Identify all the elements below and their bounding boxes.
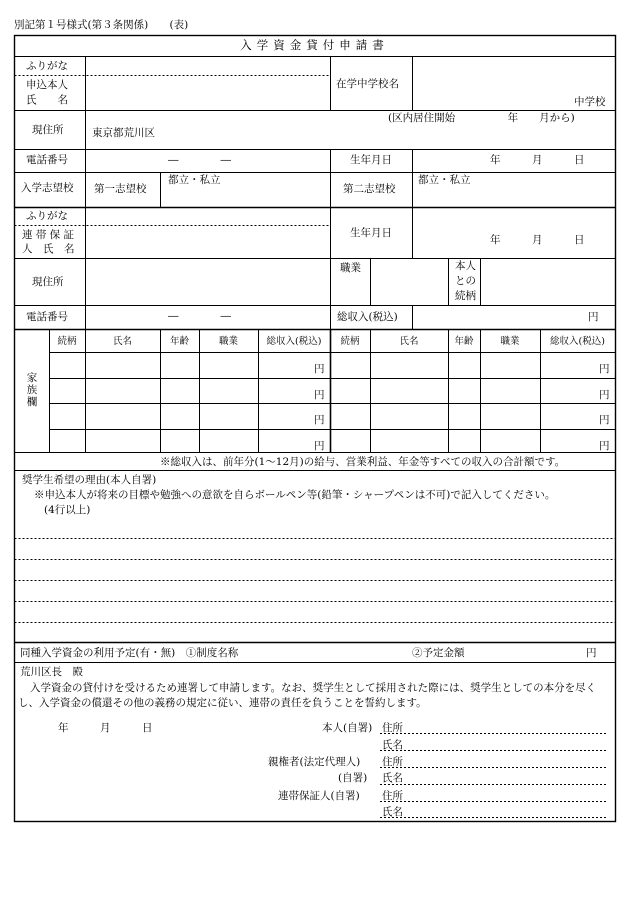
family-left-cell[interactable] <box>161 379 198 402</box>
guarantor-birth-label: 生年月日 <box>350 227 392 239</box>
form-side: (表) <box>169 19 189 31</box>
form-title: 入学資金貸付申請書 <box>240 38 389 52</box>
guarantor-phone-field[interactable]: ― ― <box>168 310 231 322</box>
family-income-yen: 円 <box>314 363 325 375</box>
residence-start: (区内居住開始 年 月から) <box>388 112 575 124</box>
parent-address-label: 住所 <box>382 756 403 768</box>
guarantor-phone-label: 電話番号 <box>26 311 68 323</box>
guarantor-job-label: 職業 <box>340 262 361 274</box>
family-right-cell[interactable] <box>541 430 614 453</box>
family-col-header: 年齢 <box>454 336 474 347</box>
family-right-cell[interactable] <box>449 404 479 427</box>
family-right-cell[interactable] <box>371 404 447 427</box>
family-left-cell[interactable] <box>259 379 329 402</box>
family-right-cell[interactable] <box>449 430 479 453</box>
applicant-address-label: 現住所 <box>32 124 64 136</box>
family-left-cell[interactable] <box>86 404 159 427</box>
pledge-text: 入学資金の貸付けを受けるため連署して申請します。なお、奨学生として採用された際には、奨学生としての本分を尽くし、入学資金の償還その他の義務の規定に従い、連帯の責任を負うことを誓約します。 <box>18 682 597 709</box>
reason-min-lines: (4行以上) <box>44 504 91 516</box>
relation-label-2: との <box>455 275 476 287</box>
family-right-cell[interactable] <box>331 353 369 376</box>
addressee: 荒川区長 殿 <box>20 666 83 678</box>
family-right-cell[interactable] <box>331 379 369 402</box>
family-left-cell[interactable] <box>50 379 84 402</box>
family-col-header: 氏名 <box>112 336 132 347</box>
other-fund-amount-label: ②予定金額 <box>412 647 465 659</box>
relation-label-3: 続柄 <box>455 290 476 302</box>
family-right-cell[interactable] <box>331 404 369 427</box>
guarantor-address-field[interactable] <box>86 260 330 305</box>
sign-date[interactable]: 年 月 日 <box>58 722 153 734</box>
reason-field[interactable] <box>16 520 614 640</box>
family-left-cell[interactable] <box>50 430 84 453</box>
family-col-header: 総収入(税込) <box>550 336 605 347</box>
family-left-cell[interactable] <box>86 353 159 376</box>
family-income-yen: 円 <box>314 414 325 426</box>
guarantor-sign-name-label: 氏名 <box>382 806 403 818</box>
family-left-cell[interactable] <box>86 379 159 402</box>
family-left-cell[interactable] <box>200 353 257 376</box>
first-choice-label: 第一志望校 <box>94 183 147 195</box>
self-address-label: 住所 <box>382 722 403 734</box>
guarantor-furigana-label: ふりがな <box>26 210 68 222</box>
self-name-label: 氏名 <box>382 739 403 751</box>
family-right-cell[interactable] <box>481 353 539 376</box>
family-income-yen: 円 <box>314 389 325 401</box>
other-fund-yen: 円 <box>586 647 597 659</box>
family-income-yen: 円 <box>599 389 610 401</box>
school-label: 在学中学校名 <box>336 78 399 90</box>
self-sign-label: 本人(自署) <box>322 722 373 734</box>
family-left-cell[interactable] <box>200 404 257 427</box>
reason-instruction: ※申込本人が将来の目標や勉強への意欲を自らボールペン等(鉛筆・シャープペンは不可)で記入してください。 <box>34 489 556 501</box>
family-left-cell[interactable] <box>86 430 159 453</box>
family-col-header: 総収入(税込) <box>266 336 322 347</box>
family-col-header: 続柄 <box>340 336 360 347</box>
family-income-yen: 円 <box>314 440 325 452</box>
applicant-birth-label: 生年月日 <box>350 154 392 166</box>
family-left-cell[interactable] <box>200 379 257 402</box>
second-choice-label: 第二志望校 <box>343 183 396 195</box>
family-right-cell[interactable] <box>541 404 614 427</box>
applicant-furigana-label: ふりがな <box>26 60 68 72</box>
family-right-cell[interactable] <box>371 353 447 376</box>
family-right-cell[interactable] <box>449 379 479 402</box>
applicant-furigana-field[interactable] <box>86 58 330 75</box>
school-wish-label: 入学志望校 <box>21 182 74 194</box>
family-income-yen: 円 <box>599 414 610 426</box>
family-right-cell[interactable] <box>481 430 539 453</box>
family-col-header: 年齢 <box>169 336 189 347</box>
other-fund-label: 同種入学資金の利用予定(有・無) ①制度名称 <box>20 647 239 659</box>
family-col-header: 氏名 <box>399 336 419 347</box>
family-col-header: 続柄 <box>57 336 77 347</box>
family-left-cell[interactable] <box>50 404 84 427</box>
applicant-name-label-1: 申込本人 <box>26 79 68 91</box>
income-note: ※総収入は、前年分(1〜12月)の給与、営業利益、年金等すべての収入の合計額です。 <box>160 456 566 468</box>
relation-label-1: 本人 <box>455 260 476 272</box>
first-choice-type[interactable]: 都立・私立 <box>168 174 221 186</box>
guarantor-sign-address-label: 住所 <box>382 790 403 802</box>
family-right-cell[interactable] <box>541 353 614 376</box>
applicant-birth-field[interactable]: 年 月 日 <box>490 154 585 166</box>
family-col-header: 職業 <box>218 336 238 347</box>
family-right-cell[interactable] <box>481 379 539 402</box>
family-right-cell[interactable] <box>331 430 369 453</box>
guarantor-furigana-field[interactable] <box>86 209 330 225</box>
form-number: 別記第１号様式(第３条関係) <box>14 19 149 31</box>
parent-name-label: 氏名 <box>382 772 403 784</box>
applicant-address-value[interactable]: 東京都荒川区 <box>92 127 155 139</box>
guarantor-name-label-2: 人 氏 名 <box>22 243 75 255</box>
applicant-phone-field[interactable]: ― ― <box>168 154 231 166</box>
family-left-cell[interactable] <box>161 430 198 453</box>
parent-sign-label: 親権者(法定代理人) <box>268 756 361 768</box>
family-right-cell[interactable] <box>371 430 447 453</box>
family-income-yen: 円 <box>599 440 610 452</box>
guarantor-income-label: 総収入(税込) <box>337 311 398 323</box>
second-choice-type[interactable]: 都立・私立 <box>418 174 471 186</box>
family-left-cell[interactable] <box>259 430 329 453</box>
family-left-cell[interactable] <box>259 404 329 427</box>
guarantor-income-yen: 円 <box>588 311 599 323</box>
applicant-name-field[interactable] <box>86 77 330 109</box>
family-col-header: 職業 <box>500 336 520 347</box>
parent-sign-label-2: (自署) <box>338 772 368 784</box>
family-right-cell[interactable] <box>449 353 479 376</box>
guarantor-birth-field[interactable]: 年 月 日 <box>490 234 585 246</box>
guarantor-address-label: 現住所 <box>32 276 64 288</box>
school-suffix: 中学校 <box>574 96 606 108</box>
family-right-cell[interactable] <box>541 379 614 402</box>
family-left-cell[interactable] <box>161 353 198 376</box>
family-left-cell[interactable] <box>200 430 257 453</box>
family-section-label: 家 族 欄 <box>26 372 38 408</box>
family-left-cell[interactable] <box>50 353 84 376</box>
guarantor-sign-label: 連帯保証人(自署) <box>278 790 360 802</box>
family-right-cell[interactable] <box>481 404 539 427</box>
guarantor-name-label-1: 連 帯 保 証 <box>22 229 75 241</box>
applicant-name-label-2: 氏 名 <box>26 94 68 106</box>
family-right-cell[interactable] <box>371 379 447 402</box>
family-left-cell[interactable] <box>259 353 329 376</box>
guarantor-name-field[interactable] <box>86 227 330 258</box>
applicant-phone-label: 電話番号 <box>26 154 68 166</box>
family-left-cell[interactable] <box>161 404 198 427</box>
reason-title: 奨学生希望の理由(本人自署) <box>22 474 157 486</box>
family-income-yen: 円 <box>599 363 610 375</box>
